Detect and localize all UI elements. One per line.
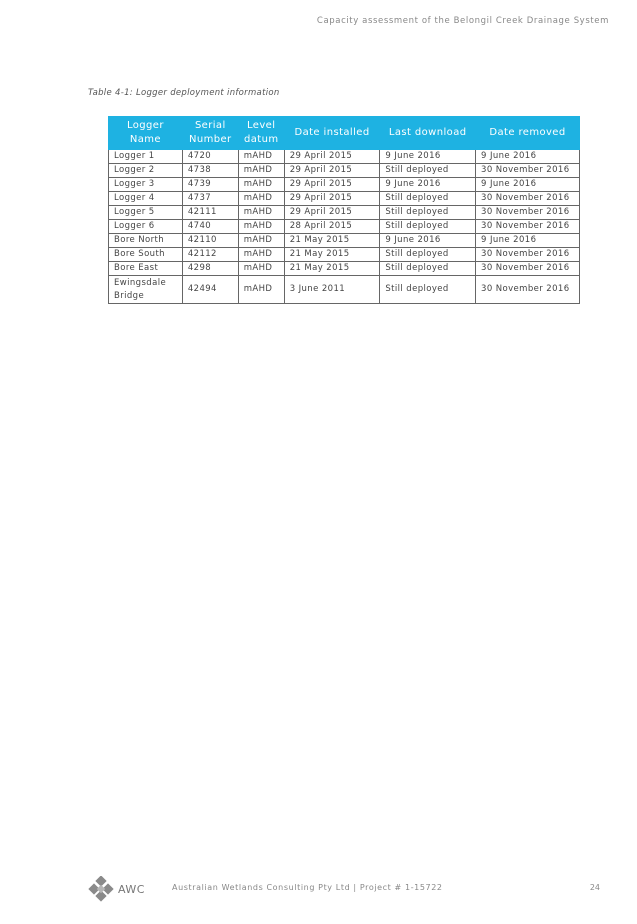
cell-serial-number: 4737 [182, 192, 238, 206]
cell-date-removed: 30 November 2016 [476, 276, 580, 304]
cell-level-datum: mAHD [238, 150, 284, 164]
cell-date-installed: 28 April 2015 [284, 220, 380, 234]
cell-last-download: 9 June 2016 [380, 234, 476, 248]
table-row [109, 248, 580, 262]
cell-last-download: 9 June 2016 [380, 178, 476, 192]
cell-last-download: Still deployed [380, 192, 476, 206]
cell-logger-name: Logger 4 [109, 192, 183, 206]
cell-date-removed: 30 November 2016 [476, 192, 580, 206]
header-serial-number: Serial Number [182, 117, 238, 150]
header-date-removed: Date removed [476, 117, 580, 150]
cell-date-removed: 30 November 2016 [476, 220, 580, 234]
cell-last-download: Still deployed [380, 164, 476, 178]
cell-level-datum: mAHD [238, 192, 284, 206]
cell-logger-name: Logger 6 [109, 220, 183, 234]
cell-date-installed: 3 June 2011 [284, 276, 380, 304]
cell-logger-name: Logger 1 [109, 150, 183, 164]
cell-logger-name: Logger 5 [109, 206, 183, 220]
cell-serial-number: 4298 [182, 262, 238, 276]
cell-date-installed: 29 April 2015 [284, 164, 380, 178]
table-row [109, 262, 580, 276]
document-header: Capacity assessment of the Belongil Creek Drainage System [316, 16, 609, 26]
cell-serial-number: 42494 [182, 276, 238, 304]
cell-date-removed: 30 November 2016 [476, 248, 580, 262]
table-row [109, 234, 580, 248]
table-caption: Table 4-1: Logger deployment information [88, 88, 280, 98]
cell-last-download: 9 June 2016 [380, 150, 476, 164]
cell-date-installed: 29 April 2015 [284, 150, 380, 164]
header-level-datum: Level datum [238, 117, 284, 150]
cell-last-download: Still deployed [380, 262, 476, 276]
header-logger-name: Logger Name [109, 117, 183, 150]
table-row [109, 220, 580, 234]
cell-serial-number: 42111 [182, 206, 238, 220]
cell-date-installed: 29 April 2015 [284, 206, 380, 220]
logo-text: AWC [118, 882, 145, 896]
cell-date-installed: 21 May 2015 [284, 234, 380, 248]
cell-logger-name: Ewingsdale Bridge [109, 276, 183, 304]
cell-level-datum: mAHD [238, 164, 284, 178]
cell-last-download: Still deployed [380, 206, 476, 220]
table-row [109, 276, 580, 304]
cell-serial-number: 42112 [182, 248, 238, 262]
page-footer [88, 876, 600, 902]
table-row [109, 164, 580, 178]
cell-date-removed: 30 November 2016 [476, 262, 580, 276]
cell-serial-number: 42110 [182, 234, 238, 248]
cell-serial-number: 4740 [182, 220, 238, 234]
cell-level-datum: mAHD [238, 234, 284, 248]
table-row [109, 178, 580, 192]
cell-date-removed: 9 June 2016 [476, 178, 580, 192]
cell-level-datum: mAHD [238, 276, 284, 304]
cell-date-removed: 30 November 2016 [476, 164, 580, 178]
cell-serial-number: 4738 [182, 164, 238, 178]
cell-level-datum: mAHD [238, 178, 284, 192]
logger-deployment-table [108, 116, 580, 304]
company-logo [88, 876, 145, 902]
cell-logger-name: Bore North [109, 234, 183, 248]
header-last-download: Last download [380, 117, 476, 150]
cell-logger-name: Logger 3 [109, 178, 183, 192]
cell-date-removed: 9 June 2016 [476, 150, 580, 164]
awc-diamond-logo-icon [88, 876, 114, 902]
cell-date-removed: 30 November 2016 [476, 206, 580, 220]
cell-level-datum: mAHD [238, 248, 284, 262]
cell-level-datum: mAHD [238, 262, 284, 276]
cell-date-installed: 21 May 2015 [284, 262, 380, 276]
cell-level-datum: mAHD [238, 206, 284, 220]
cell-last-download: Still deployed [380, 220, 476, 234]
cell-date-installed: 29 April 2015 [284, 178, 380, 192]
cell-last-download: Still deployed [380, 276, 476, 304]
cell-date-installed: 29 April 2015 [284, 192, 380, 206]
cell-logger-name: Bore East [109, 262, 183, 276]
cell-level-datum: mAHD [238, 220, 284, 234]
cell-logger-name: Logger 2 [109, 164, 183, 178]
footer-company-project: Australian Wetlands Consulting Pty Ltd | Project # 1-15722 [172, 883, 443, 892]
table-row [109, 150, 580, 164]
header-date-installed: Date installed [284, 117, 380, 150]
cell-date-installed: 21 May 2015 [284, 248, 380, 262]
cell-logger-name: Bore South [109, 248, 183, 262]
page-number: 24 [589, 883, 600, 892]
cell-date-removed: 9 June 2016 [476, 234, 580, 248]
table-row [109, 192, 580, 206]
cell-serial-number: 4739 [182, 178, 238, 192]
cell-serial-number: 4720 [182, 150, 238, 164]
table-row [109, 206, 580, 220]
table-header-row [109, 117, 580, 150]
cell-last-download: Still deployed [380, 248, 476, 262]
